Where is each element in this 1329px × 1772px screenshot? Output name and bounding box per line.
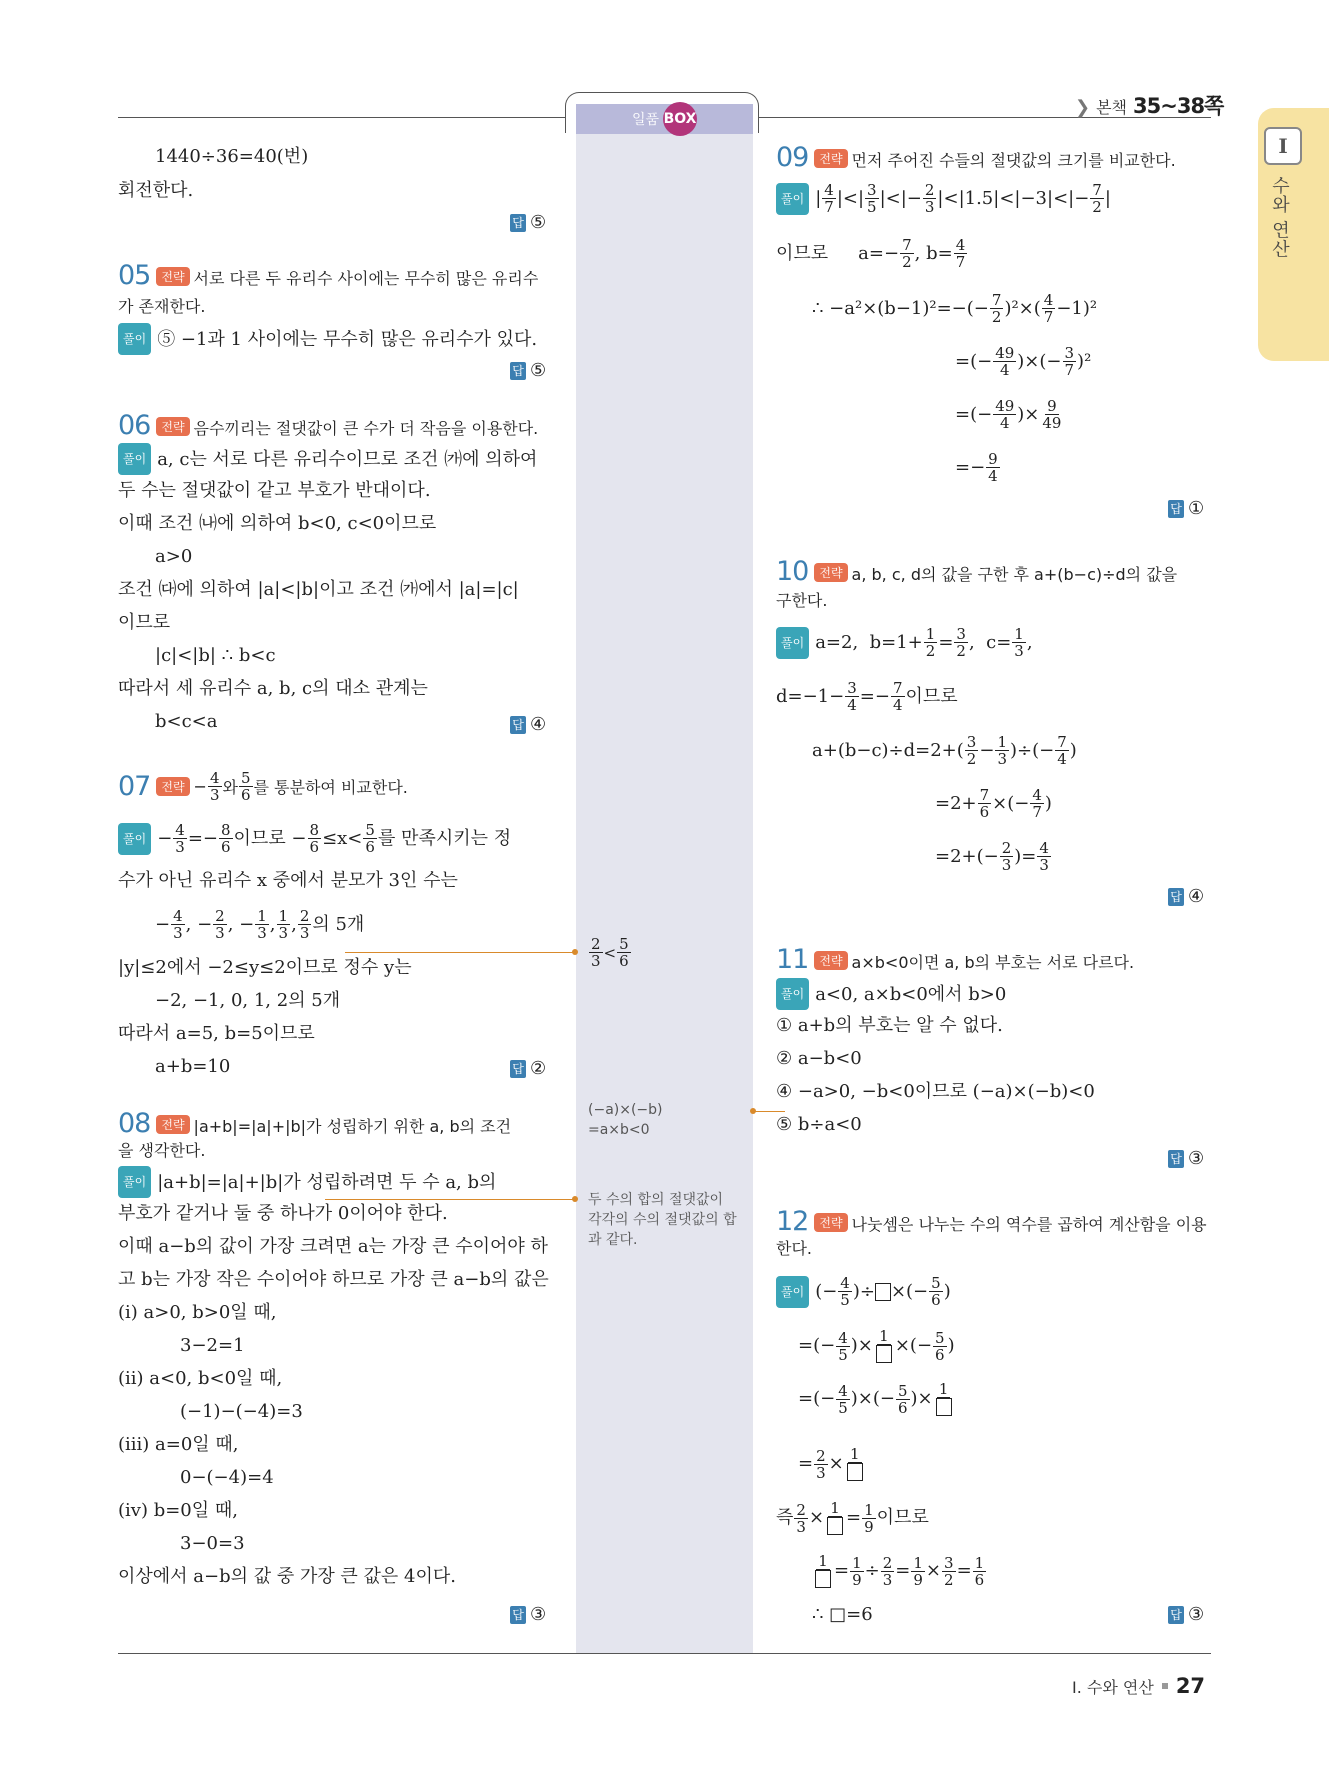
p04-answer-value: ⑤	[530, 212, 547, 233]
p12-line-1: 풀이 (− $\frac{4}{5}$ )÷ ×(− $\frac{5}{6}$ )	[776, 1275, 951, 1308]
solution-badge: 풀이	[776, 978, 809, 1010]
p06-answer-value: ④	[530, 714, 547, 735]
p05-heading	[118, 260, 538, 291]
p12-line-7: ∴ □=6	[812, 1604, 873, 1625]
p05-answer-value: ⑤	[530, 360, 547, 381]
ref-prefix: 본책	[1096, 98, 1128, 117]
chevron-right-icon: ❯	[1075, 97, 1091, 118]
p09-number: 09	[776, 142, 809, 173]
p10-line-4: =2+ $\frac{7}{6}$ ×(− $\frac{4}{7}$ )	[935, 786, 1052, 821]
side-note-3: 두 수의 합의 절댓값이 각각의 수의 절댓값의 합 과 같다.	[588, 1192, 737, 1248]
p06-line-3: 이때 조건 ㈏에 의하여 b<0, c<0이므로	[118, 513, 437, 534]
footer-rule	[118, 1653, 1211, 1654]
p06-line-9: b<c<a	[155, 711, 218, 732]
p10-line-5: =2+(− $\frac{2}{3}$ )= $\frac{4}{3}$	[935, 839, 1049, 874]
p07-line-2: 수가 아닌 유리수 x 중에서 분모가 3인 수는	[118, 870, 458, 891]
answer-icon: 답	[1168, 1606, 1184, 1624]
p08-strategy-cont: 을 생각한다.	[118, 1141, 206, 1160]
chapter-number: I	[1264, 127, 1302, 165]
p10-answer	[1168, 886, 1204, 907]
p08-line-7: (ⅱ) a<0, b<0일 때,	[118, 1368, 283, 1389]
p11-line-4: ④ −a>0, −b<0이므로 (−a)×(−b)<0	[776, 1081, 1095, 1102]
p12-line-6: 1 = $\frac{1}{9}$ ÷ $\frac{2}{3}$ = $\frac{1}{9}$ × $\frac{3}{2}$ = $\frac{1}{6}$	[812, 1553, 987, 1589]
p06-answer	[510, 714, 546, 735]
strategy-badge: 전략	[156, 417, 189, 436]
footer-chapter: I. 수와 연산	[1072, 1677, 1154, 1697]
answer-icon: 답	[1168, 1150, 1184, 1168]
connector-dot	[750, 1108, 756, 1114]
p09-line-3: ∴ −a²×(b−1)²=− (− $\frac{7}{2}$ )²×( $\frac{4}{7}$ −1)²	[812, 291, 1098, 326]
p11-heading	[776, 944, 1134, 975]
p09-strategy: 먼저 주어진 수들의 절댓값의 크기를 비교한다.	[851, 151, 1176, 170]
answer-icon: 답	[510, 1060, 526, 1078]
p09-answer-value: ①	[1188, 498, 1205, 519]
p11-line-2: ① a+b의 부호는 알 수 없다.	[776, 1015, 1003, 1036]
p06-strategy: 음수끼리는 절댓값이 큰 수가 더 작음을 이용한다.	[193, 419, 539, 438]
p08-line-9: (ⅲ) a=0일 때,	[118, 1434, 239, 1455]
page-reference	[1075, 90, 1223, 120]
p08-answer	[510, 1604, 546, 1625]
p05-strategy: 서로 다른 두 유리수 사이에는 무수히 많은 유리수	[193, 269, 539, 288]
p09-line-5: =(− $\frac{49}{4}$ )× $\frac{9}{49}$	[955, 397, 1062, 432]
p07-strategy-post: 를 통분하여 비교한다.	[253, 778, 408, 797]
fraction: $\frac{4}{3}$	[175, 821, 185, 856]
strategy-badge: 전략	[814, 1213, 847, 1232]
p06-line-1	[118, 443, 537, 475]
side-note-1: $\frac{2}{3}$ < $\frac{5}{6}$	[591, 935, 629, 970]
p10-line-2: d=−1− $\frac{3}{4}$ =− $\frac{7}{4}$ 이므로	[776, 679, 958, 714]
box-label-text: 일품	[631, 112, 660, 128]
p08-line-11: (ⅳ) b=0일 때,	[118, 1500, 238, 1521]
p09-line-6: =− $\frac{9}{4}$	[955, 450, 998, 485]
p09-heading	[776, 142, 1176, 173]
p12-answer	[1168, 1604, 1204, 1625]
p07-line-3: − $\frac{4}{3}$ , − $\frac{2}{3}$ , − $\frac{1}{3}$ , $\frac{1}{3}$ , $\frac{2}{3}$ 의 5개	[155, 907, 365, 942]
p08-line-2: 부호가 같거나 둘 중 하나가 0이어야 한다.	[118, 1203, 448, 1224]
p11-line-5: ⑤ b÷a<0	[776, 1114, 862, 1135]
p11-strategy: a×b<0이면 a, b의 부호는 서로 다르다.	[851, 953, 1135, 972]
p08-line-5: (ⅰ) a>0, b>0일 때,	[118, 1302, 277, 1323]
p10-strategy-cont: 구한다.	[776, 591, 828, 610]
page-number: 27	[1175, 1674, 1206, 1698]
p12-heading	[776, 1206, 1207, 1237]
p06-line-2: 두 수는 절댓값이 같고 부호가 반대이다.	[118, 480, 431, 501]
p06-line-4: a>0	[155, 546, 193, 567]
strategy-badge: 전략	[814, 951, 847, 970]
ref-pages: 35~38쪽	[1133, 94, 1224, 118]
p07-answer	[510, 1058, 546, 1079]
p08-line-13: 이상에서 a−b의 값 중 가장 큰 값은 4이다.	[118, 1566, 456, 1587]
p10-heading	[776, 556, 1177, 587]
p07-line-5: −2, −1, 0, 1, 2의 5개	[155, 990, 341, 1011]
fraction: $\frac{4}{3}$	[209, 769, 220, 804]
p06-line-8: 따라서 세 유리수 a, b, c의 대소 관계는	[118, 678, 428, 699]
p05-number: 05	[118, 260, 151, 291]
answer-icon: 답	[510, 214, 526, 232]
p04-answer	[510, 212, 546, 233]
solution-badge: 풀이	[118, 1166, 151, 1198]
p09-line-2: 이므로 a=− $\frac{7}{2}$ , b= $\frac{4}{7}$	[776, 236, 966, 271]
p10-line-1: 풀이 a=2, b=1+ $\frac{1}{2}$ = $\frac{3}{2}$ , c= $\frac{1}{3}$ ,	[776, 626, 1033, 659]
p08-line-8: (−1)−(−4)=3	[180, 1401, 303, 1422]
p08-line-3: 이때 a−b의 값이 가장 크려면 a는 가장 큰 수이어야 하	[118, 1236, 548, 1257]
p06-line-5: 조건 ㈐에 의하여 |a|<|b|이고 조건 ㈎에서 |a|=|c|	[118, 579, 519, 600]
p05-answer	[510, 360, 546, 381]
p05-solution	[118, 323, 537, 355]
p07-strategy-mid: 와	[222, 778, 238, 797]
p10-line-3: a+(b−c)÷d=2+( $\frac{3}{2}$ − $\frac{1}{3}$ )÷(− $\frac{7}{4}$ )	[812, 733, 1077, 768]
p07-number: 07	[118, 771, 151, 802]
p07-line-6: 따라서 a=5, b=5이므로	[118, 1023, 315, 1044]
p11-answer-value: ③	[1188, 1148, 1205, 1169]
strategy-badge: 전략	[156, 777, 189, 796]
p11-number: 11	[776, 944, 809, 975]
p08-number: 08	[118, 1108, 151, 1139]
p12-answer-value: ③	[1188, 1604, 1205, 1625]
p08-line-4: 고 b는 가장 작은 수이어야 하므로 가장 큰 a−b의 값은	[118, 1269, 549, 1290]
p11-line-3: ② a−b<0	[776, 1048, 862, 1069]
p07-line-7: a+b=10	[155, 1056, 231, 1077]
p05-solution-text: ⑤ −1과 1 사이에는 무수히 많은 유리수가 있다.	[157, 329, 538, 350]
connector-dot	[572, 949, 578, 955]
side-note-2: (−a)×(−b) =a×b<0	[588, 1102, 663, 1138]
p07-line-1: 풀이 − $\frac{4}{3}$ =− $\frac{8}{6}$ 이므로 − $\frac{8}{6}$ ≤x< $\frac{5}{6}$ 를 만족시키는 정	[118, 822, 511, 855]
answer-icon: 답	[510, 716, 526, 734]
p09-line-1: 풀이 | $\frac{4}{7}$ |<| $\frac{3}{5}$ |<|− $\frac{2}{3}$ |<|1.5|<|−3|<|− $\frac{7}{2}$ |	[776, 182, 1111, 215]
p07-strategy-pre: −	[193, 777, 207, 796]
p04-line-1: 1440÷36=40(번)	[155, 146, 309, 167]
p06-number: 06	[118, 410, 151, 441]
solution-badge: 풀이	[776, 183, 809, 215]
fraction: $\frac{8}{6}$	[221, 821, 231, 856]
p06-line-7: |c|<|b| ∴ b<c	[155, 645, 276, 666]
p10-number: 10	[776, 556, 809, 587]
p10-strategy: a, b, c, d의 값을 구한 후 a+(b−c)÷d의 값을	[851, 565, 1178, 584]
p12-line-2: =(− $\frac{4}{5}$ )× 1 ×(− $\frac{5}{6}$ )	[798, 1327, 955, 1364]
p08-line-12: 3−0=3	[180, 1533, 245, 1554]
p12-strategy-cont: 한다.	[776, 1239, 812, 1258]
answer-icon: 답	[510, 362, 526, 380]
side-note-column	[576, 104, 753, 1653]
fraction: $\frac{5}{6}$	[365, 821, 375, 856]
chapter-label: 수와 연산	[1269, 176, 1290, 259]
p08-heading	[118, 1108, 511, 1139]
p05-strategy-cont: 가 존재한다.	[118, 297, 206, 316]
p04-line-2: 회전한다.	[118, 180, 194, 201]
p08-line-10: 0−(−4)=4	[180, 1467, 274, 1488]
connector-line	[325, 1199, 575, 1200]
page-footer	[1072, 1674, 1205, 1698]
solution-badge: 풀이	[118, 823, 151, 855]
fraction: $\frac{8}{6}$	[309, 821, 320, 856]
solution-badge: 풀이	[118, 443, 151, 475]
p09-answer	[1168, 498, 1204, 519]
p07-heading	[118, 770, 408, 803]
strategy-badge: 전략	[156, 1115, 189, 1134]
p12-line-5: 즉 $\frac{2}{3}$ × 1 = $\frac{1}{9}$ 이므로	[776, 1499, 929, 1536]
solution-badge: 풀이	[118, 323, 151, 355]
box-label	[576, 104, 753, 134]
p12-line-4: = $\frac{2}{3}$ × 1	[798, 1446, 866, 1482]
connector-dot	[572, 1196, 578, 1202]
p12-number: 12	[776, 1206, 809, 1237]
p07-answer-value: ②	[530, 1058, 547, 1079]
p11-line-1: 풀이 a<0, a×b<0에서 b>0	[776, 978, 1006, 1010]
p08-line-1: 풀이 |a+b|=|a|+|b|가 성립하려면 두 수 a, b의	[118, 1166, 496, 1198]
p12-line-3: =(− $\frac{4}{5}$ )×(− $\frac{5}{6}$ )× 1	[798, 1381, 955, 1417]
strategy-badge: 전략	[814, 563, 847, 582]
strategy-badge: 전략	[156, 267, 189, 286]
answer-icon: 답	[1168, 888, 1184, 906]
answer-icon: 답	[510, 1606, 526, 1624]
p08-answer-value: ③	[530, 1604, 547, 1625]
p07-line-3-tail: 의 5개	[312, 913, 365, 935]
p06-line-6: 이므로	[118, 612, 171, 633]
answer-icon: 답	[1168, 500, 1184, 518]
p10-answer-value: ④	[1188, 886, 1205, 907]
solution-badge: 풀이	[776, 627, 809, 659]
p06-line-1-text: a, c는 서로 다른 유리수이므로 조건 ㈎에 의하여	[157, 449, 538, 470]
p12-strategy: 나눗셈은 나누는 수의 역수를 곱하여 계산함을 이용	[851, 1215, 1207, 1234]
strategy-badge: 전략	[814, 149, 847, 168]
p11-answer	[1168, 1148, 1204, 1169]
p06-heading	[118, 410, 538, 441]
connector-line	[345, 952, 575, 953]
box-badge: BOX	[663, 102, 697, 136]
p08-line-6: 3−2=1	[180, 1335, 245, 1356]
solution-badge: 풀이	[776, 1276, 809, 1308]
square-bullet-icon	[1162, 1683, 1168, 1689]
p07-line-4: |y|≤2에서 −2≤y≤2이므로 정수 y는	[118, 957, 412, 978]
fraction: $\frac{5}{6}$	[240, 769, 251, 804]
p08-strategy: |a+b|=|a|+|b|가 성립하기 위한 a, b의 조건	[193, 1117, 512, 1136]
p09-line-4: =(− $\frac{49}{4}$ )×(− $\frac{3}{7}$ )²	[955, 344, 1092, 379]
